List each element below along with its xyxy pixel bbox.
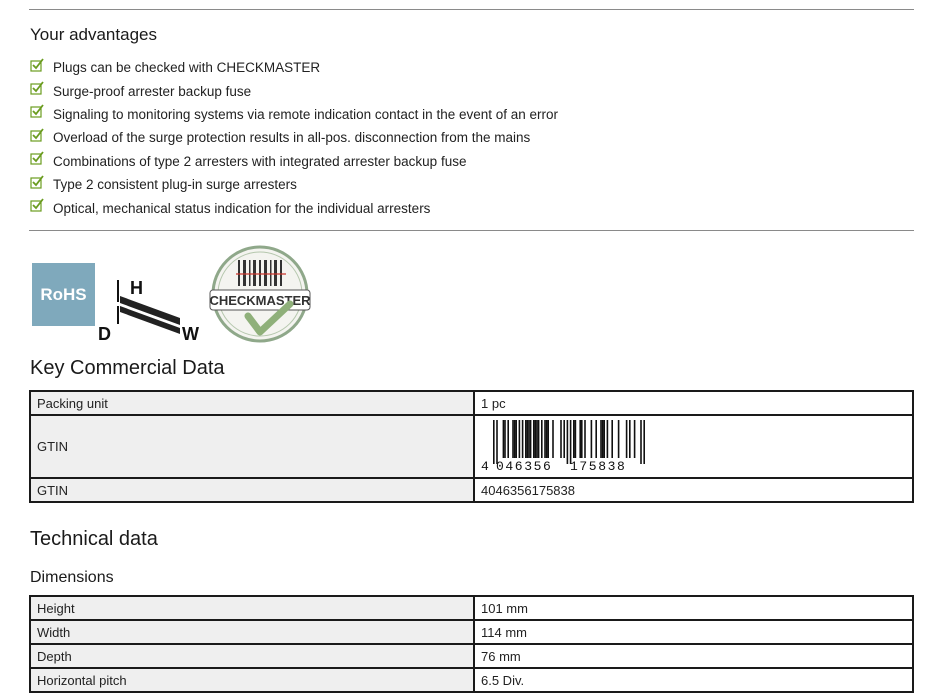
table-cell-label: Horizontal pitch <box>30 668 474 692</box>
checkbox-checked-icon <box>30 175 44 189</box>
checkbox-checked-icon <box>30 198 44 212</box>
barcode-bar <box>522 420 524 458</box>
barcode-bar <box>581 420 583 458</box>
advantage-text: Surge-proof arrester backup fuse <box>53 83 252 99</box>
barcode-bar <box>560 420 562 458</box>
barcode-bar <box>533 420 535 458</box>
barcode-bar <box>634 420 636 458</box>
svg-text:W: W <box>182 324 199 342</box>
checkmaster-logo <box>208 244 312 344</box>
technical-data-heading: Technical data <box>30 528 158 550</box>
checkbox-checked-icon <box>30 151 44 165</box>
table-cell-label: GTIN <box>30 415 474 478</box>
barcode-bar <box>640 420 642 464</box>
advantage-text: Signaling to monitoring systems via remote indication contact in the event of an error <box>53 106 559 122</box>
barcode-bar <box>643 420 645 464</box>
barcode-bar <box>493 420 495 464</box>
barcode-bar <box>535 420 537 458</box>
checkbox-checked-icon <box>30 58 44 72</box>
dimensions-subheading: Dimensions <box>30 569 114 586</box>
gtin-barcode <box>481 418 651 472</box>
list-item <box>30 196 558 219</box>
svg-text:D: D <box>98 324 111 342</box>
table-cell-value: 114 mm <box>474 620 913 644</box>
svg-text:046356: 046356 <box>496 459 553 472</box>
svg-text:H: H <box>130 278 143 298</box>
barcode-bar <box>552 420 554 458</box>
barcode-bar <box>591 420 593 458</box>
checkbox-checked-icon <box>30 128 44 142</box>
barcode-bar <box>519 420 521 458</box>
barcode-bar <box>607 420 609 458</box>
svg-text:CHECKMASTER: CHECKMASTER <box>209 293 311 308</box>
table-row <box>30 596 913 620</box>
advantage-text: Combinations of type 2 arresters with integrated arrester backup fuse <box>53 153 467 169</box>
dimensions-icon <box>96 278 208 342</box>
advantage-text: Type 2 consistent plug-in surge arresters <box>53 177 297 193</box>
barcode-bar <box>546 420 548 458</box>
middle-divider <box>29 230 914 231</box>
svg-text:175838: 175838 <box>570 459 627 472</box>
list-item <box>30 103 558 126</box>
table-cell-value: 4046356175838 <box>474 478 913 502</box>
table-row <box>30 620 913 644</box>
barcode-bar <box>515 420 517 458</box>
barcode-bar <box>600 420 602 458</box>
rohs-logo: RoHS <box>32 263 95 326</box>
barcode-bar <box>626 420 628 458</box>
table-cell-value: 1 pc <box>474 391 913 415</box>
barcode-bar <box>579 420 581 458</box>
table-cell-value <box>474 415 913 478</box>
barcode-bar <box>504 420 506 458</box>
barcode-bar <box>547 420 549 458</box>
barcode-bar <box>595 420 597 458</box>
barcode-bar <box>573 420 575 458</box>
barcode-bar <box>525 420 527 458</box>
dimensions-table <box>29 595 914 693</box>
barcode-bar <box>611 420 613 458</box>
barcode-bar <box>538 420 540 458</box>
list-item <box>30 56 558 79</box>
advantages-list <box>30 56 558 220</box>
barcode-bar <box>507 420 509 458</box>
barcode-bar <box>629 420 631 458</box>
list-item <box>30 79 558 102</box>
barcode-bar <box>496 420 498 464</box>
table-cell-value: 101 mm <box>474 596 913 620</box>
table-cell-label: Height <box>30 596 474 620</box>
checkbox-checked-icon <box>30 104 44 118</box>
barcode-bar <box>567 420 569 464</box>
table-cell-value: 6.5 Div. <box>474 668 913 692</box>
barcode-bar <box>618 420 620 458</box>
barcode-bar <box>541 420 543 458</box>
key-commercial-data-heading: Key Commercial Data <box>30 357 225 379</box>
barcode-bar <box>536 420 538 458</box>
table-row <box>30 415 913 478</box>
barcode-bar <box>570 420 572 464</box>
barcode-bar <box>514 420 516 458</box>
barcode-bar <box>530 420 532 458</box>
table-cell-label: Depth <box>30 644 474 668</box>
barcode-bar <box>575 420 577 458</box>
barcode-bar <box>563 420 565 458</box>
checkbox-checked-icon <box>30 81 44 95</box>
table-cell-label: Width <box>30 620 474 644</box>
commercial-data-table <box>29 390 914 503</box>
top-divider <box>29 9 914 10</box>
table-cell-value: 76 mm <box>474 644 913 668</box>
barcode-bar <box>603 420 605 458</box>
barcode-bar <box>527 420 529 458</box>
table-row <box>30 391 913 415</box>
table-row <box>30 478 913 502</box>
advantage-text: Optical, mechanical status indication for the individual arresters <box>53 200 431 216</box>
list-item <box>30 126 558 149</box>
barcode-bar <box>584 420 586 458</box>
barcode-bar <box>528 420 530 458</box>
certification-logos <box>32 244 322 344</box>
advantage-text: Overload of the surge protection results in all-pos. disconnection from the mains <box>53 130 531 146</box>
list-item <box>30 150 558 173</box>
barcode-bar <box>503 420 505 458</box>
advantages-heading: Your advantages <box>30 25 157 44</box>
table-row <box>30 668 913 692</box>
svg-text:4: 4 <box>481 459 489 472</box>
barcode-bar <box>512 420 514 458</box>
barcode-bar <box>544 420 546 458</box>
table-cell-label: Packing unit <box>30 391 474 415</box>
table-row <box>30 644 913 668</box>
table-cell-label: GTIN <box>30 478 474 502</box>
advantage-text: Plugs can be checked with CHECKMASTER <box>53 60 321 76</box>
barcode-bar <box>602 420 604 458</box>
list-item <box>30 173 558 196</box>
